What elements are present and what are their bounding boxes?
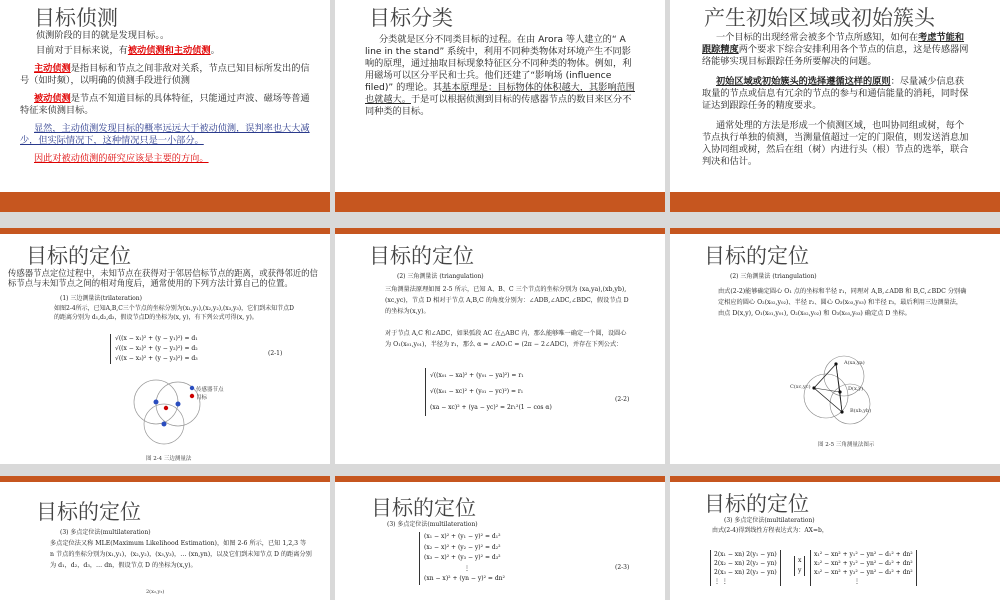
paragraph: 由式(2-2)能够确定圆心 O₁ 点的坐标和半径 r₁，同理对 A,B,∠ADB 和 B,C,∠BDC 分别确定相应的圆心 O₂(x₀₂,y₀₂)、半径 r₂、圆心 O₃(x₀₃,y₀₃) 和半径 r₃，最后利用三边测量法，由点 D(x,y), O₁(x₀₁,y₀₁), O₂(x₀₂,y₀₂) 和 O₃(x₀₃,y₀₃) 确定点 D 坐标。 [718, 288, 967, 317]
footer-bar [0, 192, 330, 212]
slide-body [365, 34, 637, 120]
slide-body [702, 32, 970, 170]
paragraph: 目前对于目标来说，有被动侦测和主动侦测。 [36, 45, 220, 56]
slide-4[interactable] [0, 228, 330, 464]
slide-1[interactable] [0, 0, 330, 212]
slide-title: 目标分类 [369, 6, 453, 30]
paragraph: 初始区域或初始簇头的选择遵循这样的原则：尽量减少信息获取量的节点或信息有冗余的节点的参与和通信能量的消耗，同时保证达到跟踪任务的精度要求。 [702, 76, 969, 111]
paragraph: 通常处理的方法是形成一个侦测区域，也叫协同组或树，每个节点执行单独的侦测，当测量值超过一定的门限值，则发送消息加入协同组或树，然后在组（树）内进行头（根）节点的选举，联合判决和估计。 [702, 120, 969, 167]
slide-5[interactable] [335, 228, 665, 464]
point-label: B(xb,yb) [850, 408, 872, 414]
slide-title: 产生初始区域或初始簇头 [704, 6, 935, 30]
matrix-a: 2(x₁ − xn) 2(y₁ − yn) 2(x₂ − xn) 2(y₂ − yn) 2(x₃ − xn) 2(y₃ − yn) ⋮ ⋮ [710, 550, 781, 586]
footer-bar [335, 192, 665, 212]
equation-number: (2-2) [615, 396, 630, 403]
paragraph: 多点定位法又称 MLE(Maximum Likelihood Estimation)，如图 2-6 所示，已知 1,2,3 等 n 节点的坐标分别为(x₁,y₁)，(x₂,y₂)，(x₃,y₃)，… (xn,yn)，以及它们到未知节点 D 的距离分别为 d₁，d₂，d₃，… dn，假设节点 D 的坐标为(x,y)。 [50, 540, 312, 569]
triangulation-figure [786, 348, 896, 434]
paragraph: 分类就是区分不同类目标的过程。在由 Arora 等人建立的“ A line in the stand” 系统中，利用不同种类物体对环境产生不同影响的原理，通过抽取目标现象特征区分不同种类的物体。例如，利用磁场可以区分平民和士兵。他们还建了“影响场 (influence filed)” 的理论。其基本原理是：目标物体的体积越大，其影响范围也就越大。于是可以根据侦测到目标的传感器节点的数目来区分不同种类的目标。 [365, 34, 635, 117]
slide-title: 目标的定位 [369, 244, 474, 268]
formula-block: (x₁ − x)² + (y₁ − y)² = d₁² (x₂ − x)² + (y₂ − y)² = d₂² (x₃ − x)² + (y₃ − y)² = d₃² ⋮ (xn − x)² + (yn − y)² = dn² [419, 532, 505, 585]
paragraph: 一个目标的出现经常会被多个节点所感知，如何在考虑节能和跟踪精度两个要求下综合安排利用各个节点的信息，这是传感器网络能够实现目标跟踪任务所要解决的问题。 [702, 32, 969, 67]
vector-b: x₁² − xn² + y₁² − yn² − d₁² + dn² x₂² − xn² + y₂² − yn² − d₂² + dn² x₃² − xn² + y₃² − yn² − d₃² + dn² ⋮ [810, 550, 917, 586]
paragraph: 侦测阶段的目的就是发现目标。。 [36, 30, 170, 41]
paragraph: 由式(2-4)得到线性方程表达式为：AX=b， [712, 527, 828, 534]
slide-9[interactable] [670, 476, 1000, 600]
formula-block: √((x − x₁)² + (y − y₁)²) = d₁ √((x − x₂)² + (y − y₂)²) = d₂ √((x − x₃)² + (y − y₃)²) = d₃ [110, 334, 198, 364]
paragraph: 因此对被动侦测的研究应该是主要的方向。 [34, 153, 209, 164]
slide-title: 目标的定位 [704, 492, 809, 516]
footer-bar [670, 192, 1000, 212]
legend-label: 传感器节点 [196, 387, 224, 393]
subheading: (2) 三角测量法 (triangulation) [397, 273, 484, 280]
paragraph: 显然，主动侦测发现目标的概率远远大于被动侦测，误判率也大大减少，但实际情况下，这种情况只是一小部分。 [20, 123, 310, 146]
subheading: (3) 多点定位法(multilateration) [387, 521, 478, 528]
vector-x: x y [794, 556, 805, 576]
subheading: (1) 三边测量法(trilateration) [60, 295, 142, 302]
subheading: (2) 三角测量法 (triangulation) [730, 273, 817, 280]
point-label: C(xc,yc) [790, 384, 811, 390]
subheading: (3) 多点定位法(multilateration) [724, 517, 815, 524]
equation-number: (2-3) [615, 564, 630, 571]
figure-caption: 图 2-5 三角测量法图示 [818, 442, 875, 448]
legend-label: 目标 [196, 395, 208, 401]
slide-title: 目标的定位 [36, 500, 141, 524]
slide-8[interactable] [335, 476, 665, 600]
point-label: D(x,y) [848, 386, 864, 392]
figure-caption: 图 2-4 三边测量法 [146, 456, 192, 462]
slide-3[interactable] [670, 0, 1000, 212]
slide-title: 目标的定位 [26, 244, 131, 268]
paragraph: 被动侦测是节点不知道目标的具体特征，只能通过声波、磁场等普通特征来侦测目标。 [20, 93, 310, 116]
formula-block: √((x₀₁ − xa)² + (y₀₁ − ya)²) = r₁ √((x₀₁ − xc)² + (y₀₁ − yc)²) = r₁ (xa − xc)² + (ya − yc)² = 2r₁²(1 − cos α) [425, 368, 552, 416]
figure-label: 2(x₂,y₂) [146, 589, 165, 595]
paragraph: 如图2-4所示，已知A,B,C三个节点的坐标分别为(x₁,y₁),(x₂,y₂),(x₃,y₃)，它们到未知节点D的距离分别为 d₁,d₂,d₃，假设节点D的坐标为(x, y)，有下列公式可得(x, y)。 [54, 305, 294, 321]
equation-number: (2-1) [268, 350, 283, 357]
header-bar [670, 476, 1000, 482]
slide-title: 目标的定位 [704, 244, 809, 268]
slide-7[interactable] [0, 476, 330, 600]
header-bar [335, 228, 665, 234]
slide-2[interactable] [335, 0, 665, 212]
slide-6[interactable] [670, 228, 1000, 464]
subheading: (3) 多点定位法(multilateration) [60, 529, 151, 536]
slide-title: 目标的定位 [371, 496, 476, 520]
slide-body [20, 30, 316, 167]
paragraph: 对于节点 A,C 和∠ADC，如果弧段 AC 在△ABC 内，那么能够唯一确定一个圆，设圆心为 O₁(x₀₁,y₀₁)，半径为 r₁，那么 α = ∠AO₁C = (2π − 2∠ADC)，并存在下列公式： [385, 330, 627, 348]
header-bar [670, 228, 1000, 234]
header-bar [0, 476, 330, 482]
slide-title: 目标侦测 [34, 6, 118, 30]
header-bar [0, 228, 330, 234]
paragraph: 三角测量法原理如图 2-5 所示，已知 A、B、C 三个节点的坐标分别为 (xa,ya),(xb,yb),(xc,yc)，节点 D 相对于节点 A,B,C 的角度分别为：∠ADB,∠ADC,∠BDC，假设节点 D 的坐标为(x,y)。 [385, 286, 629, 315]
slide-body: 传感器节点定位过程中，未知节点在获得对于邻居信标节点的距离，或获得邻近的信标节点与未知节点之间的相对角度后，通常使用的下列方法计算自己的位置。 [8, 268, 318, 288]
paragraph: 主动侦测是指目标和节点之间非敌对关系，节点已知目标所发出的信号（如时频），以明确的侦测手段进行侦测 [20, 63, 310, 86]
header-bar [335, 476, 665, 482]
point-label: A(xa,ya) [844, 360, 865, 366]
